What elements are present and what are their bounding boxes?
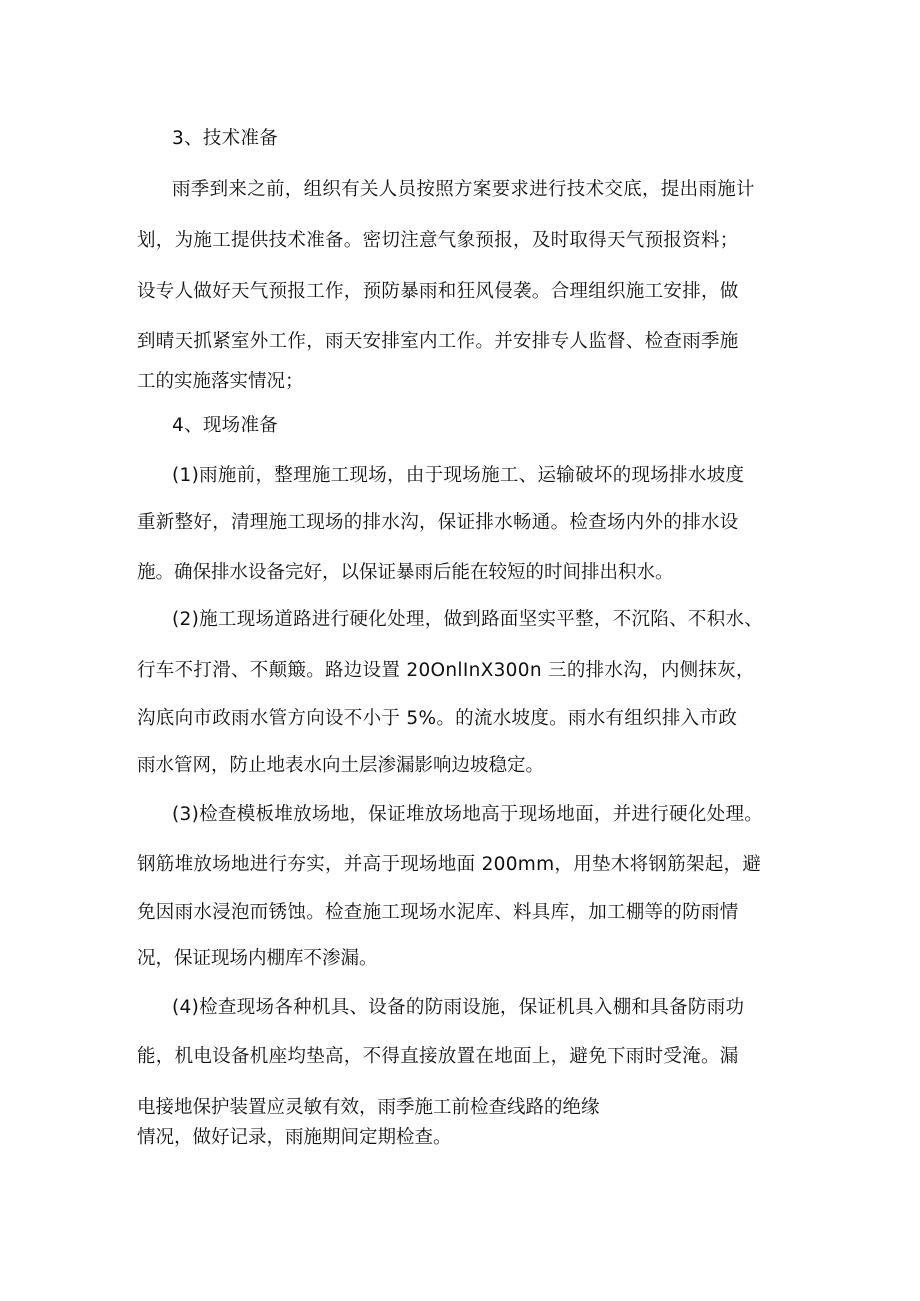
paragraph-line: (1)雨施前，整理施工现场，由于现场施工、运输破坏的现场排水坡度 (172, 465, 745, 486)
paragraph-line: 雨季到来之前，组织有关人员按照方案要求进行技术交底，提出雨施计 (172, 179, 755, 200)
paragraph-line: 到晴天抓紧室外工作，雨天安排室内工作。并安排专人监督、检查雨季施 (137, 331, 739, 352)
paragraph-line: 设专人做好天气预报工作，预防暴雨和狂风侵袭。合理组织施工安排，做 (137, 281, 739, 302)
section-heading-3: 3、技术准备 (172, 128, 279, 149)
paragraph-line: (4)检查现场各种机具、设备的防雨设施，保证机具入棚和具备防雨功 (172, 997, 745, 1018)
paragraph-line: 施。确保排水设备完好，以保证暴雨后能在较短的时间排出积水。 (137, 562, 674, 583)
paragraph-line: 钢筋堆放场地进行夯实，并高于现场地面 200mm，用垫木将钢筋架起，避 (137, 854, 762, 875)
paragraph-line: 划，为施工提供技术准备。密切注意气象预报，及时取得天气预报资料； (137, 230, 739, 251)
paragraph-line: 情况，做好记录，雨施期间定期检查。 (137, 1127, 452, 1148)
paragraph-line: 行车不打滑、不颠簸。路边设置 20OnlInX300n 三的排水沟，内侧抹灰， (137, 660, 755, 681)
section-heading-4: 4、现场准备 (172, 415, 279, 436)
paragraph-line: 况，保证现场内棚库不渗漏。 (137, 948, 378, 969)
paragraph-line: (3)检查模板堆放场地，保证堆放场地高于现场地面，并进行硬化处理。 (172, 804, 764, 825)
paragraph-line: 工的实施落实情况； (137, 371, 304, 392)
paragraph-line: 重新整好，清理施工现场的排水沟，保证排水畅通。检查场内外的排水设 (137, 512, 739, 533)
paragraph-line: 能，机电设备机座均垫高，不得直接放置在地面上，避免下雨时受淹。漏 (137, 1046, 739, 1067)
paragraph-line: 雨水管网，防止地表水向土层渗漏影响边坡稳定。 (137, 755, 545, 776)
paragraph-line: 电接地保护装置应灵敏有效，雨季施工前检查线路的绝缘 (137, 1097, 600, 1118)
paragraph-line: 沟底向市政雨水管方向设不小于 5%。的流水坡度。雨水有组织排入市政 (137, 708, 738, 729)
paragraph-line: 免因雨水浸泡而锈蚀。检查施工现场水泥库、料具库，加工棚等的防雨情 (137, 902, 739, 923)
paragraph-line: (2)施工现场道路进行硬化处理，做到路面坚实平整，不沉陷、不积水、 (172, 609, 764, 630)
